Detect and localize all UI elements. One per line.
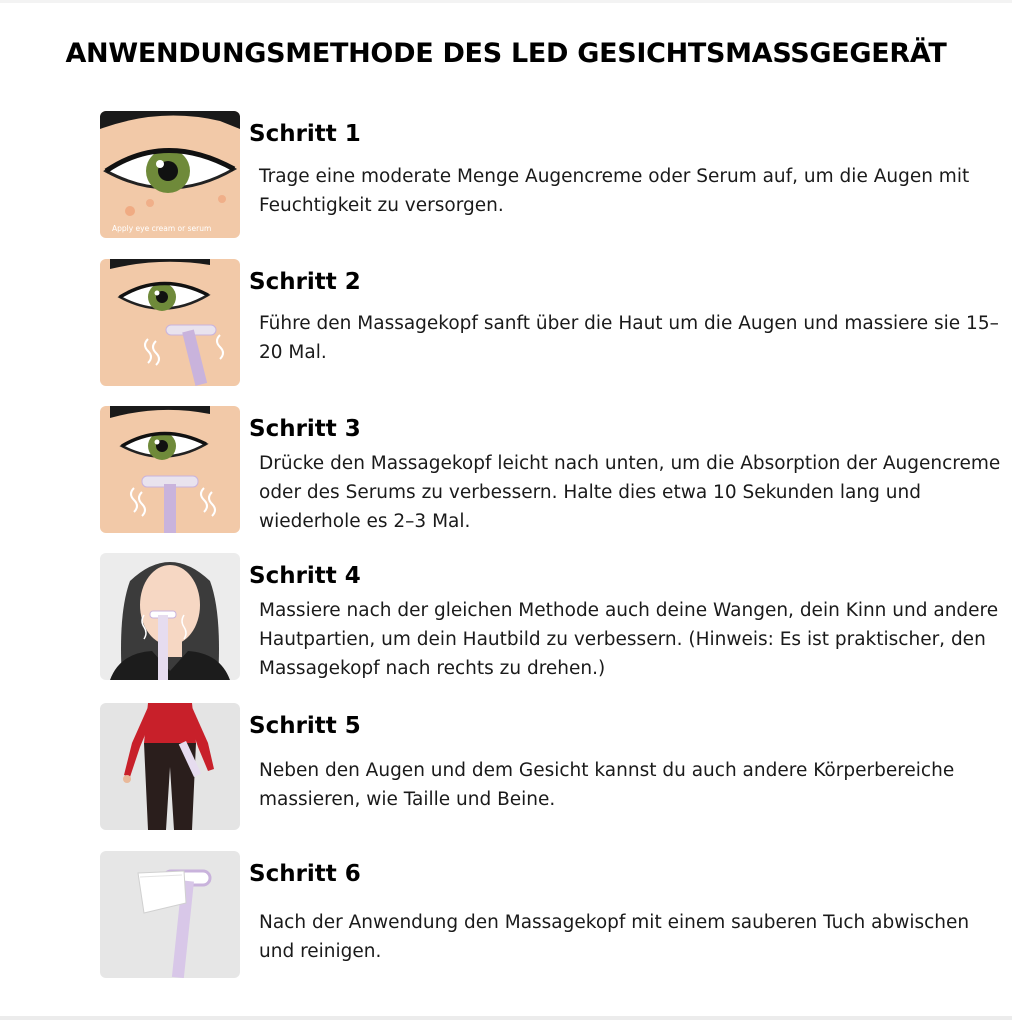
face-massage-illustration (100, 553, 240, 680)
step-text: Trage eine moderate Menge Augencreme oder Serum auf, um die Augen mit Feuchtigkeit zu versorgen. (259, 166, 970, 216)
step-text: Neben den Augen und dem Gesicht kannst du auch andere Körperbereiche massieren, wie Taille und Beine. (259, 760, 955, 810)
step-title: Schritt 2 (249, 269, 361, 295)
eye-cream-illustration (100, 111, 240, 238)
cleaning-illustration (100, 851, 240, 978)
step-text: Drücke den Massagekopf leicht nach unten, um die Absorption der Augencreme oder des Serums zu verbessern. Halte dies etwa 10 Sekunden lang und wiederhole es 2–3 Mal. (259, 453, 1001, 532)
step-text: Führe den Massagekopf sanft über die Haut um die Augen und massiere sie 15–20 Mal. (259, 313, 999, 363)
step-title: Schritt 5 (249, 713, 361, 739)
image-caption: Apply eye cream or serum (112, 224, 212, 233)
step-text: Nach der Anwendung den Massagekopf mit einem sauberen Tuch abwischen und reinigen. (259, 912, 970, 962)
eye-press-illustration (100, 406, 240, 533)
page-title: ANWENDUNGSMETHODE DES LED GESICHTSMASSGEGERÄT (65, 38, 947, 69)
step-title: Schritt 6 (249, 861, 361, 887)
eye-massage-illustration (100, 259, 240, 386)
bottom-divider (0, 1016, 1012, 1020)
step-title: Schritt 3 (249, 416, 361, 442)
step-text: Massiere nach der gleichen Methode auch deine Wangen, dein Kinn und andere Hautpartien, um dein Hautbild zu verbessern. (Hinweis: Es ist praktischer, den Massagekopf nach rechts zu drehen.) (259, 600, 999, 679)
eye-cream-image (100, 111, 240, 238)
step-title: Schritt 4 (249, 563, 361, 589)
step-title: Schritt 1 (249, 121, 361, 147)
top-divider (0, 0, 1012, 3)
body-massage-illustration (100, 703, 240, 830)
